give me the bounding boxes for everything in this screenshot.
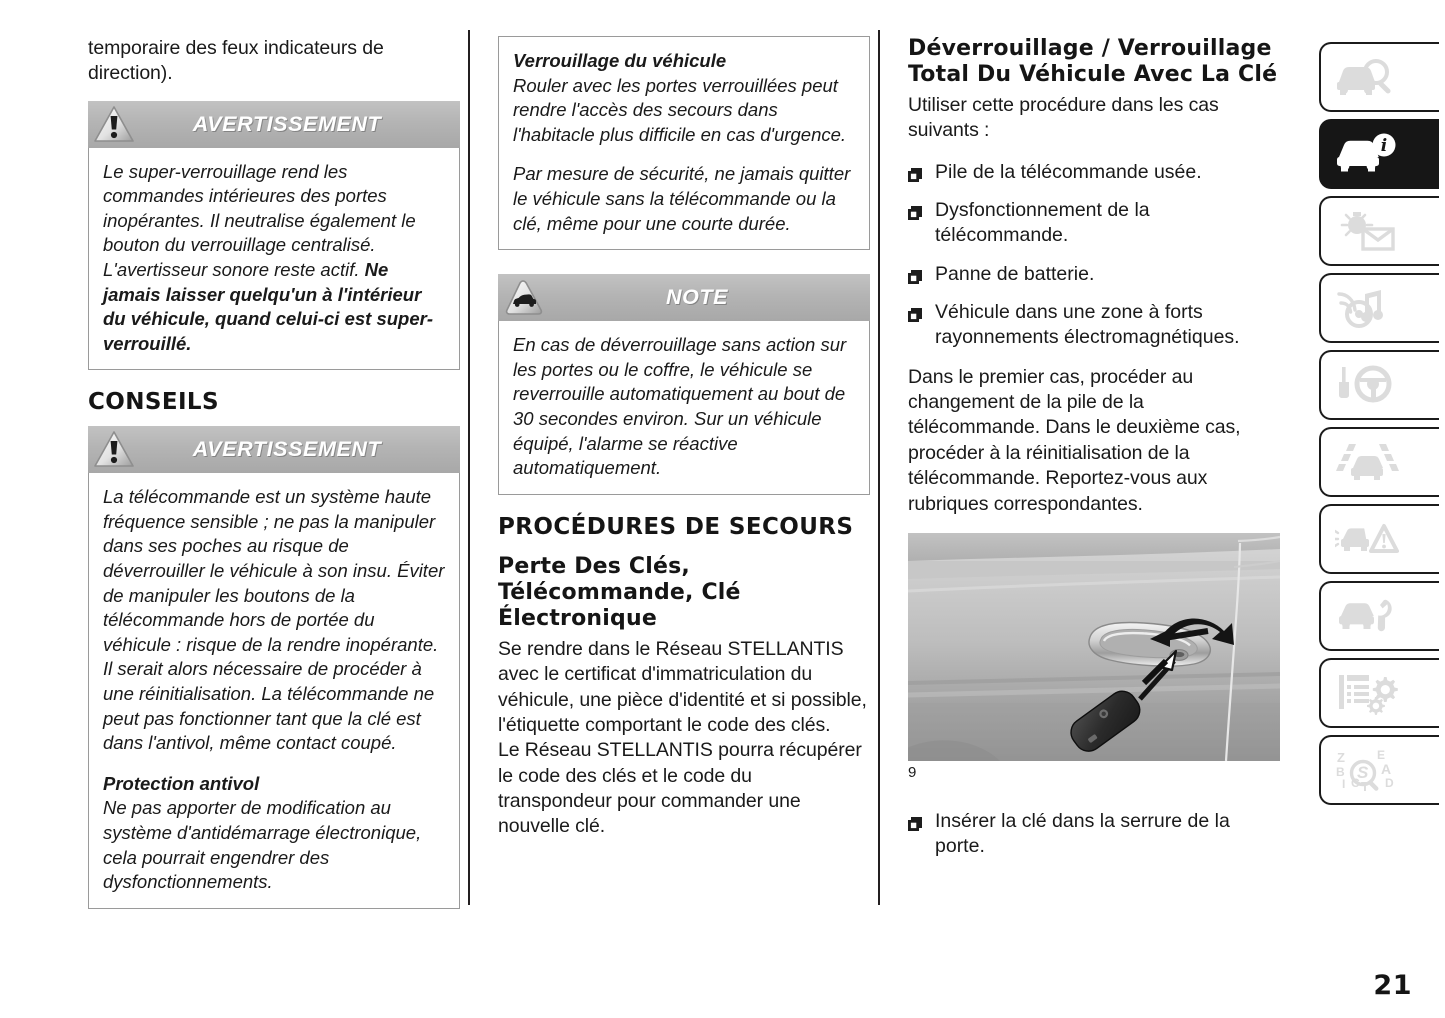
list-item [908, 160, 1280, 185]
column-3 [908, 36, 1280, 908]
tab-maintenance[interactable] [1319, 581, 1439, 651]
intro-paragraph: temporaire des feux indicateurs de direction). [88, 37, 384, 85]
col3-paragraph: Dans le premier cas, procéder au changement de la pile de la télécommande. Dans le deuxième cas, procéder à la réinitialisation de la télécommande. Reportez-vous aux rubriques correspondantes. [908, 365, 1241, 515]
car-wrench-icon [1335, 594, 1399, 638]
col3-intro: Utiliser cette procédure dans les cas suivants : [908, 94, 1219, 142]
column-2 [498, 36, 870, 908]
svg-text:S: S [1357, 763, 1369, 782]
checkbox-bullet-icon [908, 266, 922, 280]
radio-music-icon [1335, 286, 1399, 330]
col3-bullet-list-2 [908, 809, 1280, 860]
tab-index[interactable] [1319, 735, 1439, 805]
tab-emergency[interactable] [1319, 504, 1439, 574]
warning-box-2-text: La télécommande est un système haute fréquence sensible ; ne pas la manipuler dans ses poches au risque de déverrouiller le véhicule à son insu. Éviter de manipuler les boutons de la télécommande hors de portée du véhicule : risque de la rendre inopérante. Il serait alors nécessaire de procéder à une réinitialisation. La télécommande ne peut pas fonctionner tant que la clé est dans l'antivol, même contact coupé. [103, 486, 445, 754]
heading-procedures-secours: PROCÉDURES DE SECOURS [498, 513, 854, 540]
warning-triangle-icon [93, 104, 135, 145]
note-banner [498, 274, 870, 321]
checkbox-bullet-icon [908, 304, 922, 318]
section-tab-rail [1319, 42, 1439, 812]
svg-text:i: i [1380, 136, 1388, 156]
list-item [908, 809, 1280, 860]
note-box-text: En cas de déverrouillage sans action sur les portes ou le coffre, le véhicule se reverrouille automatiquement au bout de 30 secondes environ. Sur un véhicule équipé, l'alarme se réactive automatiquement. [513, 334, 847, 479]
protection-antivol-title: Protection antivol [103, 772, 260, 794]
figure-caption: 9 [908, 763, 917, 781]
tab-vehicle-overview[interactable] [1319, 42, 1439, 112]
page-columns [88, 36, 1280, 908]
tab-driver-assistance[interactable] [1319, 427, 1439, 497]
light-envelope-icon [1335, 209, 1399, 253]
steering-wheel-icon [1335, 363, 1399, 407]
breakdown-warning-icon [1335, 517, 1399, 561]
list-item-label: Panne de batterie. [935, 262, 1095, 285]
heading-deverrouillage: Déverrouillage / Verrouillage Total Du Véhicule Avec La Clé [908, 36, 1278, 87]
list-item [908, 262, 1280, 287]
list-item-label: Pile de la télécommande usée. [935, 160, 1202, 183]
car-door-handle-key-illustration [908, 533, 1280, 761]
list-item [908, 198, 1280, 249]
lane-assist-icon [1335, 440, 1399, 484]
checkbox-bullet-icon [908, 813, 922, 827]
col2-paragraph-2: Le Réseau STELLANTIS pourra récupérer le code des clés et le code du transpondeur pour commander une nouvelle clé. [498, 739, 862, 838]
list-item-label: Véhicule dans une zone à forts rayonnements électromagnétiques. [935, 301, 1240, 349]
svg-text:C: C [1351, 776, 1360, 790]
warning-box-1-text-a: Le super-verrouillage rend les commandes intérieures des portes inopérantes. Il neutralise également le bouton du verrouillage centralisé. L'avertisseur sonore reste actif. [103, 160, 416, 281]
note-label: NOTE [665, 285, 729, 310]
column-1 [88, 36, 460, 908]
warning-box-1 [88, 148, 460, 371]
alphabet-search-icon [1335, 748, 1405, 792]
car-info-icon [1335, 133, 1399, 175]
svg-text:E: E [1377, 748, 1386, 762]
verrouillage-box [498, 36, 870, 250]
svg-text:A: A [1381, 761, 1392, 777]
warning-box-1-text [103, 160, 445, 357]
verrouillage-box-p2: Par mesure de sécurité, ne jamais quitter le véhicule sans la télécommande ou la clé, même pour une courte durée. [513, 163, 851, 234]
figure-image [908, 533, 1280, 761]
warning-box-1-text-b: Ne jamais laisser quelqu'un à l'intérieur du véhicule, quand celui-ci est super-verrouillé. [103, 259, 433, 354]
tab-infotainment[interactable] [1319, 273, 1439, 343]
checkbox-bullet-icon [908, 164, 922, 178]
page-number: 21 [1373, 970, 1412, 1001]
svg-text:B: B [1336, 765, 1345, 779]
verrouillage-box-p1: Rouler avec les portes verrouillées peut rendre l'accès des secours dans l'habitacle plus difficile en cas d'urgence. [513, 74, 847, 145]
warning-label: AVERTISSEMENT [192, 111, 382, 136]
tab-driving[interactable] [1319, 350, 1439, 420]
tab-vehicle-info[interactable] [1319, 119, 1439, 189]
tab-specifications[interactable] [1319, 658, 1439, 728]
list-item [908, 300, 1280, 351]
verrouillage-box-title: Verrouillage du véhicule [513, 50, 727, 71]
svg-text:I: I [1342, 777, 1346, 791]
car-magnifier-icon [1335, 56, 1399, 98]
warning-banner-1 [88, 101, 460, 148]
svg-text:D: D [1385, 776, 1394, 790]
list-gears-icon [1335, 671, 1399, 715]
note-car-triangle-icon [503, 277, 545, 318]
svg-text:Z: Z [1337, 750, 1345, 765]
tab-lighting-wipers[interactable] [1319, 196, 1439, 266]
warning-label: AVERTISSEMENT [192, 437, 382, 462]
note-box [498, 321, 870, 495]
warning-box-2 [88, 473, 460, 909]
list-item-label: Dysfonctionnement de la télécommande. [935, 199, 1150, 247]
subheading-perte-des-cles: Perte Des Clés, Télécommande, Clé Électronique [498, 554, 741, 631]
checkbox-bullet-icon [908, 202, 922, 216]
warning-banner-2 [88, 426, 460, 473]
figure-door-lock [908, 533, 1280, 781]
warning-triangle-icon [93, 429, 135, 470]
list-item-label: Insérer la clé dans la serrure de la porte. [935, 809, 1230, 858]
protection-antivol-text: Ne pas apporter de modification au système d'antidémarrage électronique, cela pourrait engendrer des dysfonctionnements. [103, 797, 422, 893]
heading-conseils: CONSEILS [88, 389, 219, 416]
svg-text:T: T [1361, 779, 1369, 792]
col2-paragraph-1: Se rendre dans le Réseau STELLANTIS avec le certificat d'immatriculation du véhicule, une pièce d'identité et si possible, l'étiquette comportant le code des clés. [498, 638, 867, 737]
col3-bullet-list [908, 160, 1280, 351]
